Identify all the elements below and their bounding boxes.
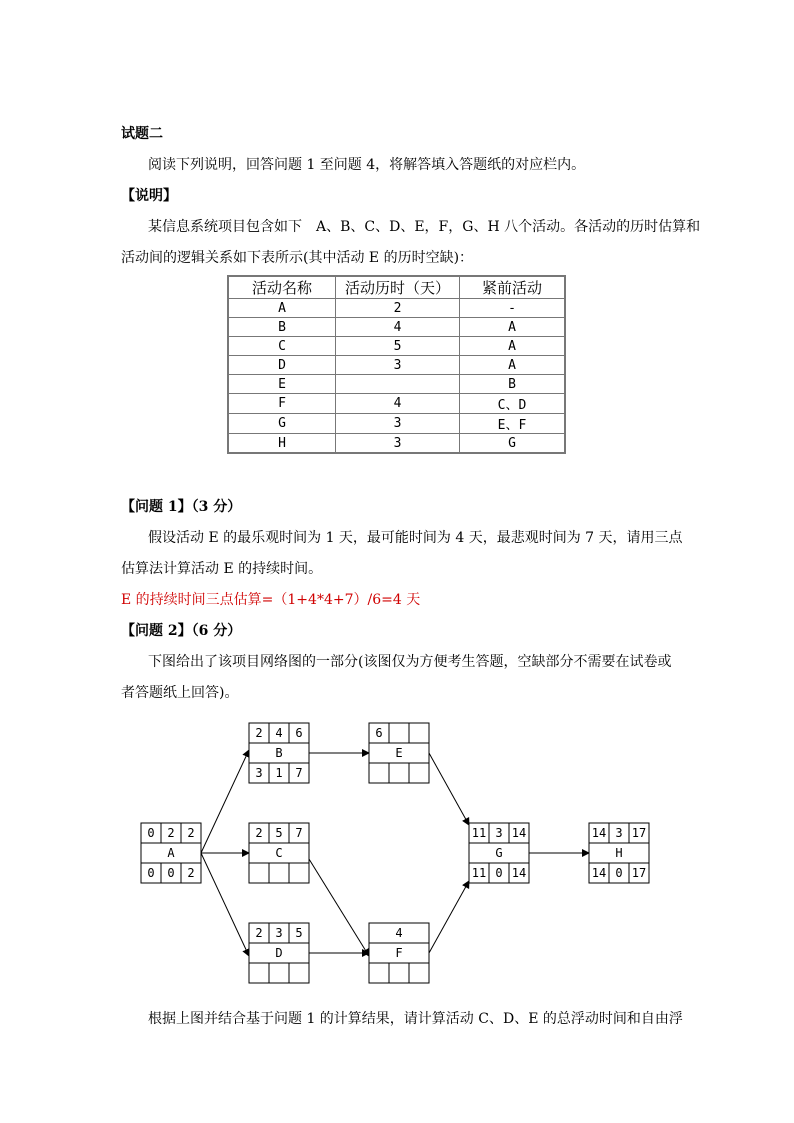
table-cell: G (228, 414, 336, 434)
table-cell: H (228, 434, 336, 454)
node-ls: 14 (591, 866, 607, 880)
activity-node-a (141, 823, 201, 883)
explain-label: 【说明】 (121, 188, 177, 204)
node-label: C (275, 846, 283, 860)
table-cell: A (460, 337, 566, 356)
node-dur: 2 (167, 826, 175, 840)
table-cell: D (228, 356, 336, 375)
activity-node-d (249, 923, 309, 983)
node-ef: 17 (631, 826, 647, 840)
node-es: 2 (255, 826, 263, 840)
node-ef: 6 (295, 726, 303, 740)
node-ls: 0 (147, 866, 155, 880)
node-es: 14 (591, 826, 607, 840)
edge-a-b (201, 750, 249, 853)
table-cell: B (460, 375, 566, 394)
table-cell: C (228, 337, 336, 356)
explain-line-2: 活动间的逻辑关系如下表所示(其中活动 E 的历时空缺)： (121, 250, 474, 266)
table-cell: E (228, 375, 336, 394)
node-label: D (275, 946, 283, 960)
node-dur: 3 (615, 826, 623, 840)
table-cell: A (228, 299, 336, 318)
table-cell: E、F (460, 414, 566, 434)
activity-node-f (369, 923, 429, 983)
question-2-line-2: 者答题纸上回答)。 (121, 685, 239, 701)
activity-node-b (249, 723, 309, 783)
column-header: 活动历时（天） (336, 276, 460, 299)
question-1-title: 【问题 1】（3 分） (121, 499, 242, 515)
edge-a-d (201, 853, 249, 956)
node-lf: 2 (187, 866, 195, 880)
node-label: B (275, 746, 283, 760)
node-dur: 4 (275, 726, 283, 740)
node-float: 0 (167, 866, 175, 880)
column-header: 紧前活动 (460, 276, 566, 299)
node-es: 6 (375, 726, 383, 740)
node-es: 2 (255, 726, 263, 740)
question-2-line-1: 下图给出了该项目网络图的一部分(该图仅为方便考生答题，空缺部分不需要在试卷或 (148, 654, 672, 670)
edge-e-g (429, 753, 469, 825)
node-lf: 17 (631, 866, 647, 880)
node-float: 0 (615, 866, 623, 880)
node-float: 1 (275, 766, 283, 780)
table-cell: G (460, 434, 566, 454)
node-label: H (615, 846, 623, 860)
table-cell: 2 (336, 299, 460, 318)
edge-c-f (309, 859, 369, 956)
explain-line-1: 某信息系统项目包含如下 A、B、C、D、E，F，G、H 八个活动。各活动的历时估算和 (148, 219, 701, 235)
table-cell: - (460, 299, 566, 318)
node-es: 0 (147, 826, 155, 840)
table-cell: F (228, 394, 336, 414)
table-cell: 3 (336, 414, 460, 434)
node-ef: 5 (295, 926, 303, 940)
node-es: 2 (255, 926, 263, 940)
node-es: 11 (471, 826, 487, 840)
node-dur: 3 (275, 926, 283, 940)
table-cell: 3 (336, 434, 460, 454)
table-cell: 4 (336, 394, 460, 414)
table-cell: 4 (336, 318, 460, 337)
table-cell: 5 (336, 337, 460, 356)
node-lf: 14 (511, 866, 527, 880)
node-dur: 5 (275, 826, 283, 840)
question-2-followup: 根据上图并结合基于问题 1 的计算结果，请计算活动 C、D、E 的总浮动时间和自由浮 (148, 1011, 683, 1027)
node-ls: 11 (471, 866, 487, 880)
node-float: 0 (495, 866, 503, 880)
node-ef: 7 (295, 826, 303, 840)
node-duration: 4 (395, 926, 403, 940)
column-header: 活动名称 (228, 276, 336, 299)
node-label: E (395, 746, 403, 760)
intro-text: 阅读下列说明，回答问题 1 至问题 4，将解答填入答题纸的对应栏内。 (148, 157, 586, 173)
edge-f-g (429, 881, 469, 953)
node-label: G (495, 846, 503, 860)
table-cell: A (460, 356, 566, 375)
question-2-title: 【问题 2】（6 分） (121, 623, 242, 639)
activity-node-c (249, 823, 309, 883)
question-1-line-2: 估算法计算活动 E 的持续时间。 (121, 561, 323, 577)
node-ls: 3 (255, 766, 263, 780)
activity-node-e (369, 723, 429, 783)
table-cell: C、D (460, 394, 566, 414)
activity-node-g (469, 823, 529, 883)
page-title: 试题二 (121, 126, 163, 142)
node-lf: 7 (295, 766, 303, 780)
activity-node-h (589, 823, 649, 883)
node-label: A (167, 846, 175, 860)
node-ef: 2 (187, 826, 195, 840)
table-cell: 3 (336, 356, 460, 375)
node-ef: 14 (511, 826, 527, 840)
node-dur: 3 (495, 826, 503, 840)
table-cell: B (228, 318, 336, 337)
question-1-answer: E 的持续时间三点估算=（1+4*4+7）/6=4 天 (121, 592, 421, 608)
node-label: F (395, 946, 403, 960)
table-cell: A (460, 318, 566, 337)
question-1-line-1: 假设活动 E 的最乐观时间为 1 天，最可能时间为 4 天，最悲观时间为 7 天，请用三点 (148, 530, 683, 546)
